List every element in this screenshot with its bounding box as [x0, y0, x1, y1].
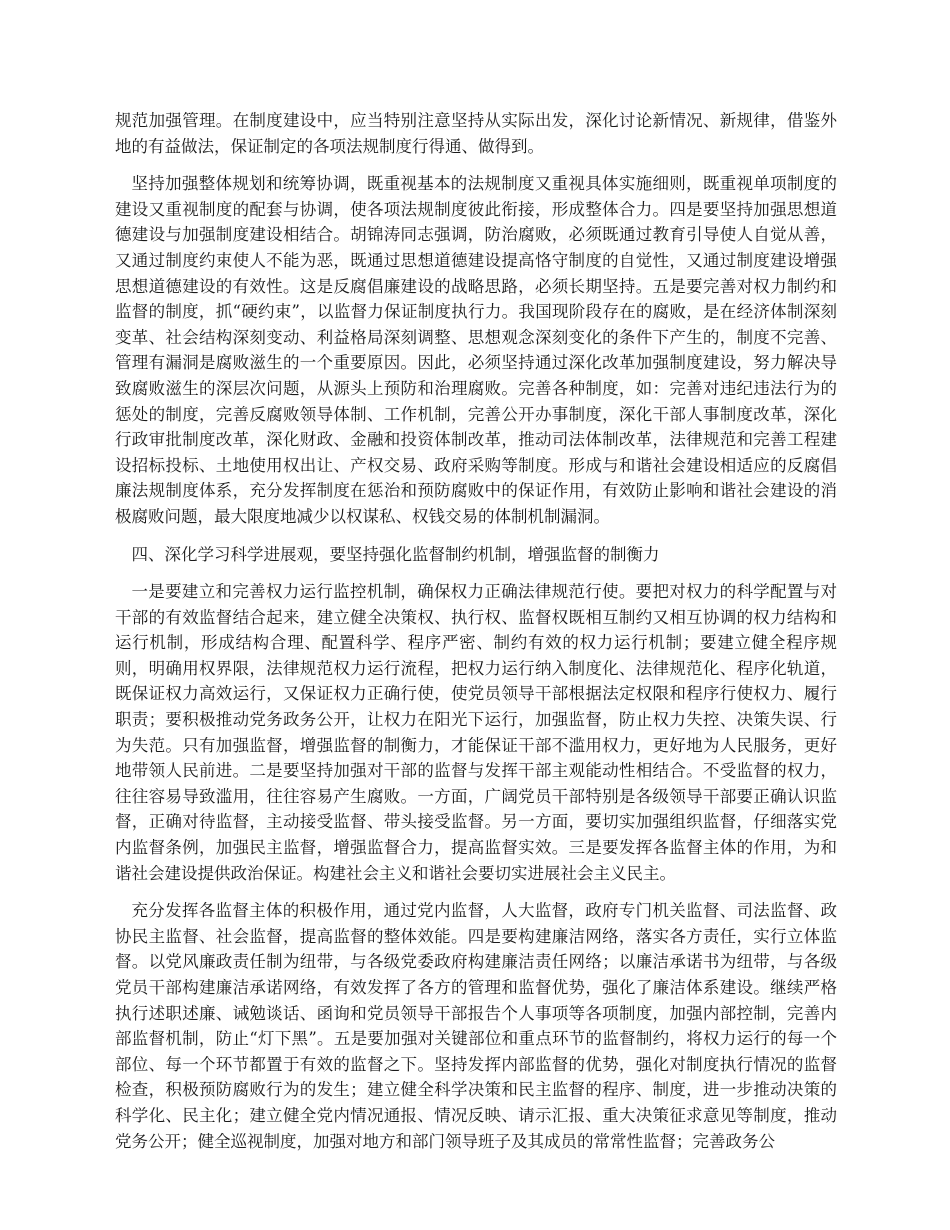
paragraph-1: 规范加强管理。在制度建设中，应当特别注意坚持从实际出发，深化讨论新情况、新规律，借鉴外地的有益做法，保证制定的各项法规制度行得通、做得到。 [115, 111, 837, 156]
paragraph-2: 坚持加强整体规划和统筹协调，既重视基本的法规制度又重视具体实施细则，既重视单项制度的建设又重视制度的配套与协调，使各项法规制度彼此衔接，形成整体合力。四是要坚持加强思想道德建设与加强制度建设相结合。胡锦涛同志强调，防治腐败，必须既通过教育引导使人自觉从善，又通过制度约束使人不能为恶，既通过思想道德建设提高恪守制度的自觉性，又通过制度建设增强思想道德建设的有效性。这是反腐倡廉建设的战略思路，必须长期坚持。五是要完善对权力制约和监督的制度，抓“硬约束”，以监督力保证制度执行力。我国现阶段存在的腐败，是在经济体制深刻变革、社会结构深刻变动、利益格局深刻调整、思想观念深刻变化的条件下产生的，制度不完善、管理有漏洞是腐败滋生的一个重要原因。因此，必须坚持通过深化改革加强制度建设，努力解决导致腐败滋生的深层次问题，从源头上预防和治理腐败。完善各种制度，如：完善对违纪违法行为的惩处的制度，完善反腐败领导体制、工作机制，完善公开办事制度，深化干部人事制度改革，深化行政审批制度改革，深化财政、金融和投资体制改革，推动司法体制改革，法律规范和完善工程建设招标投标、土地使用权出让、产权交易、政府采购等制度。形成与和谐社会建设相适应的反腐倡廉法规制度体系，充分发挥制度在惩治和预防腐败中的保证作用，有效防止影响和谐社会建设的消极腐败问题，最大限度地减少以权谋私、权钱交易的体制机制漏洞。 [115, 174, 837, 526]
paragraph-3: 一是要建立和完善权力运行监控机制，确保权力正确法律规范行使。要把对权力的科学配置与对干部的有效监督结合起来，建立健全决策权、执行权、监督权既相互制约又相互协调的权力结构和运行机制，形成结构合理、配置科学、程序严密、制约有效的权力运行机制；要建立健全程序规则，明确用权界限，法律规范权力运行流程，把权力运行纳入制度化、法律规范化、程序化轨道，既保证权力高效运行，又保证权力正确行使，使党员领导干部根据法定权限和程序行使权力、履行职责；要积极推动党务政务公开，让权力在阳光下运行，加强监督，防止权力失控、决策失误、行为失范。只有加强监督，增强监督的制衡力，才能保证干部不滥用权力，更好地为人民服务，更好地带领人民前进。二是要坚持加强对干部的监督与发挥干部主观能动性相结合。不受监督的权力，往往容易导致滥用，往往容易产生腐败。一方面，广阔党员干部特别是各级领导干部要正确认识监督，正确对待监督，主动接受监督、带头接受监督。另一方面，要切实加强组织监督，仔细落实党内监督条例，加强民主监督，增强监督合力，提高监督实效。三是要发挥各监督主体的作用，为和谐社会建设提供政治保证。构建社会主义和谐社会要切实进展社会主义民主。 [115, 582, 837, 883]
paragraph-4: 充分发挥各监督主体的积极作用，通过党内监督，人大监督，政府专门机关监督、司法监督、政协民主监督、社会监督，提高监督的整体效能。四是要构建廉洁网络，落实各方责任，实行立体监督。以党风廉政责任制为纽带，与各级党委政府构建廉洁责任网络；以廉洁承诺书为纽带，与各级党员干部构建廉洁承诺网络，有效发挥了各方的管理和监督优势，强化了廉洁体系建设。继续严格执行述职述廉、诫勉谈话、函询和党员领导干部报告个人事项等各项制度，加强内部控制，完善内部监督机制，防止“灯下黑”。五是要加强对关键部位和重点环节的监督制约，将权力运行的每一个部位、每一个环节都置于有效的监督之下。坚持发挥内部监督的优势，强化对制度执行情况的监督检查，积极预防腐败行为的发生；建立健全科学决策和民主监督的程序、制度，进一步推动决策的科学化、民主化；建立健全党内情况通报、情况反映、请示汇报、重大决策征求意见等制度，推动党务公开；健全巡视制度，加强对地方和部门领导班子及其成员的常常性监督；完善政务公 [115, 901, 837, 1151]
section-heading: 四、深化学习科学进展观，要坚持强化监督制约机制，增强监督的制衡力 [131, 544, 660, 564]
document-page [115, 108, 837, 1166]
